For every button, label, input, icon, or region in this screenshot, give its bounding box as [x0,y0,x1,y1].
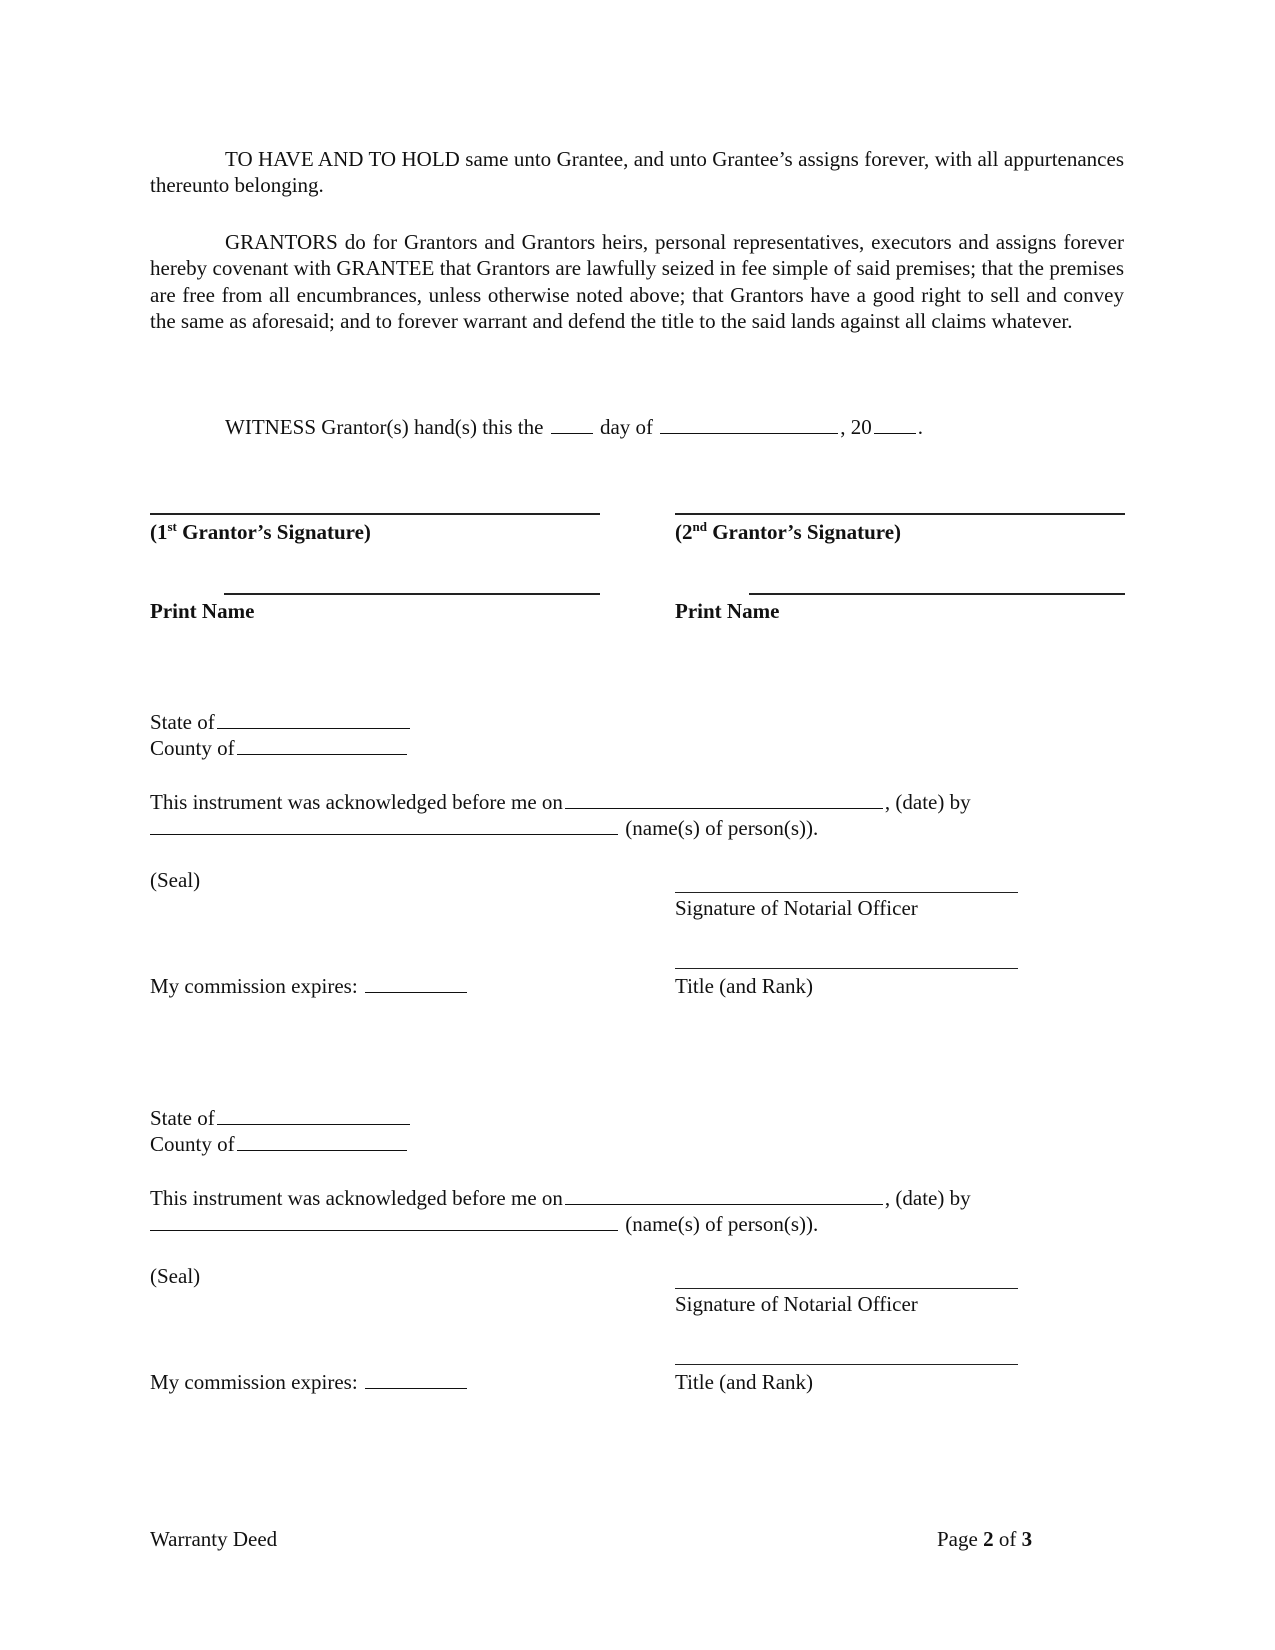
acknowledgment-line: This instrument was acknowledged before me on , (date) by [150,1186,971,1210]
second-grantor-signature-label: (2nd Grantor’s Signature) [675,519,902,544]
acknowledgment-line: This instrument was acknowledged before me on , (date) by [150,790,971,814]
state-blank[interactable] [217,1106,410,1125]
footer-title: Warranty Deed [150,1527,278,1551]
ack-date-blank[interactable] [565,790,883,809]
acknowledgment-names-line: (name(s) of person(s)). [150,1211,818,1237]
witness-year-prefix: , 20 [840,415,872,439]
notarial-signature-label: Signature of Notarial Officer [675,1292,918,1316]
witness-line [225,414,923,440]
county-of: County of [150,735,409,761]
state-blank[interactable] [217,710,410,729]
first-print-name-label: Print Name [150,599,255,623]
county-blank[interactable] [237,1132,407,1151]
seal-label: (Seal) [150,868,201,892]
ack-date-blank[interactable] [565,1186,883,1205]
notarial-signature-label: Signature of Notarial Officer [675,896,918,920]
witness-prefix: WITNESS Grantor(s) hand(s) this the [225,415,544,439]
covenant-paragraph: GRANTORS do for Grantors and Grantors heirs, personal representatives, executors and assigns forever hereby covenant with GRANTEE that Grantors are lawfully seized in fee simple of said premises; that the premises are free from all encumbrances, unless otherwise noted above; that Grantors have a good right to sell and convey the same as aforesaid; and to forever warrant and defend the title to the said lands against all claims whatever. [150,230,1124,333]
day-blank[interactable] [551,415,593,434]
commission-expires: My commission expires: [150,973,469,999]
notarial-signature-line[interactable] [675,892,1018,893]
month-blank[interactable] [660,415,838,434]
first-print-name-line[interactable] [224,593,600,595]
first-grantor-signature-line[interactable] [150,513,600,515]
ack-names-blank[interactable] [150,1212,618,1231]
title-label: Title (and Rank) [675,1370,814,1394]
state-of: State of [150,709,412,735]
habendum-paragraph: TO HAVE AND TO HOLD same unto Grantee, and unto Grantee’s assigns forever, with all appurtenances thereunto belonging. [150,147,1124,198]
first-grantor-signature-label: (1st Grantor’s Signature) [150,519,371,544]
second-grantor-signature-line[interactable] [675,513,1125,515]
acknowledgment-names-line: (name(s) of person(s)). [150,815,818,841]
page-number: Page 2 of 3 [937,1527,1033,1551]
ack-names-blank[interactable] [150,816,618,835]
county-blank[interactable] [237,736,407,755]
notarial-signature-line[interactable] [675,1288,1018,1289]
second-print-name-line[interactable] [749,593,1125,595]
state-of: State of [150,1105,412,1131]
commission-blank[interactable] [365,1370,467,1389]
witness-day-of: day of [599,415,654,439]
commission-blank[interactable] [365,974,467,993]
year-blank[interactable] [874,415,916,434]
county-of: County of [150,1131,409,1157]
second-print-name-label: Print Name [675,599,780,623]
commission-expires: My commission expires: [150,1369,469,1395]
title-label: Title (and Rank) [675,974,814,998]
seal-label: (Seal) [150,1264,201,1288]
witness-end: . [917,415,924,439]
title-line[interactable] [675,968,1018,969]
title-line[interactable] [675,1364,1018,1365]
